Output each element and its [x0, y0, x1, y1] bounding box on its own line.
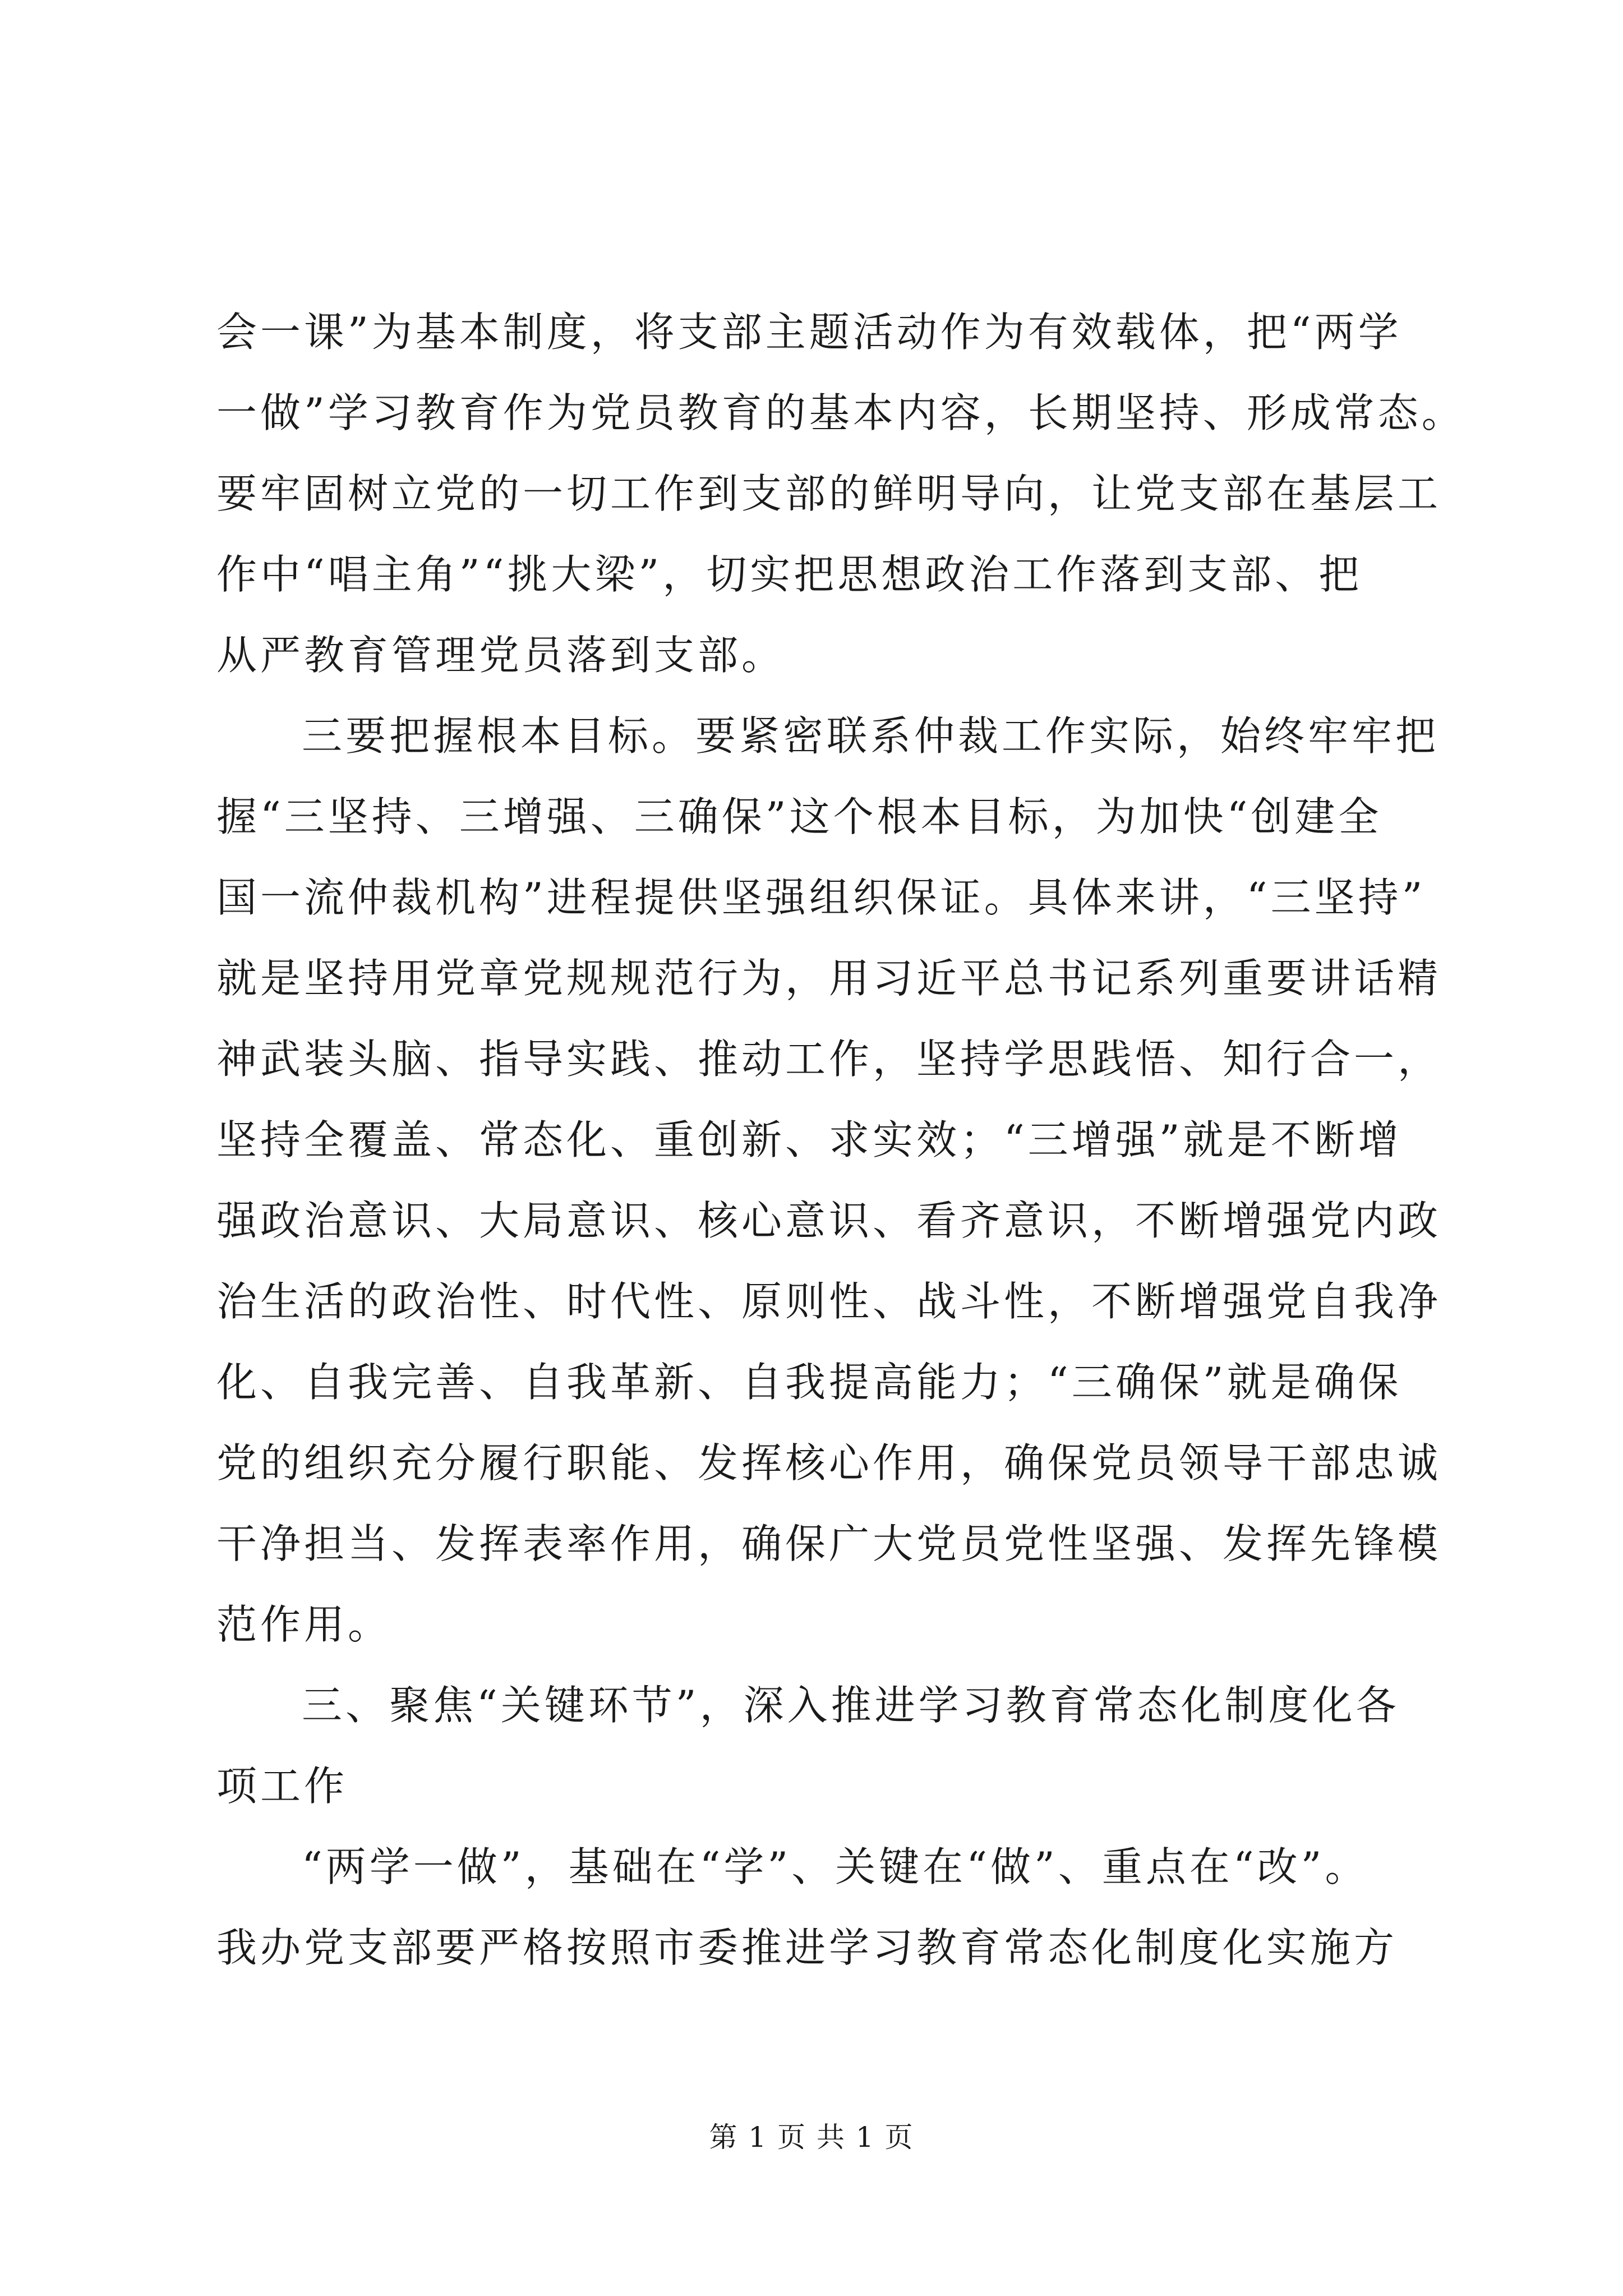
- text-line: 就是坚持用党章党规规范行为，用习近平总书记系列重要讲话精: [216, 955, 1442, 1002]
- text-line: 化、自我完善、自我革新、自我提高能力；“三确保”就是确保: [216, 1359, 1402, 1406]
- text-line: 治生活的政治性、时代性、原则性、战斗性，不断增强党自我净: [216, 1278, 1442, 1325]
- section-heading-line: 项工作: [216, 1763, 348, 1810]
- text-line: 坚持全覆盖、常态化、重创新、求实效；“三增强”就是不断增: [216, 1116, 1402, 1163]
- text-line: 国一流仲裁机构”进程提供坚强组织保证。具体来讲，“三坚持”: [216, 874, 1426, 921]
- paragraph-first-line: “两学一做”，基础在“学”、关键在“做”、重点在“改”。: [302, 1843, 1369, 1890]
- text-line: 强政治意识、大局意识、核心意识、看齐意识，不断增强党内政: [216, 1197, 1442, 1244]
- paragraph-first-line: 三要把握根本目标。要紧密联系仲裁工作实际，始终牢牢把: [302, 712, 1440, 760]
- text-line: 要牢固树立党的一切工作到支部的鲜明导向，让党支部在基层工: [216, 470, 1442, 517]
- text-line: 从严教育管理党员落到支部。: [216, 632, 786, 679]
- text-line: 神武装头脑、指导实践、推动工作，坚持学思践悟、知行合一，: [216, 1036, 1442, 1083]
- document-body: [216, 292, 1465, 1988]
- page-number-footer: 第 1 页 共 1 页: [709, 2121, 914, 2154]
- text-line: 作中“唱主角”“挑大梁”，切实把思想政治工作落到支部、把: [216, 551, 1363, 598]
- text-line: 干净担当、发挥表率作用，确保广大党员党性坚强、发挥先锋模: [216, 1520, 1442, 1567]
- text-line: 握“三坚持、三增强、三确保”这个根本目标，为加快“创建全: [216, 793, 1382, 840]
- text-line: 我办党支部要严格按照市委推进学习教育常态化制度化实施方: [216, 1924, 1398, 1971]
- text-line: 会一课”为基本制度，将支部主题活动作为有效载体，把“两学: [216, 309, 1402, 356]
- text-line: 范作用。: [216, 1601, 392, 1648]
- text-line: 一做”学习教育作为党员教育的基本内容，长期坚持、形成常态。: [216, 389, 1465, 436]
- text-line: 党的组织充分履行职能、发挥核心作用，确保党员领导干部忠诚: [216, 1439, 1442, 1487]
- section-heading-line: 三、聚焦“关键环节”，深入推进学习教育常态化制度化各: [302, 1682, 1400, 1729]
